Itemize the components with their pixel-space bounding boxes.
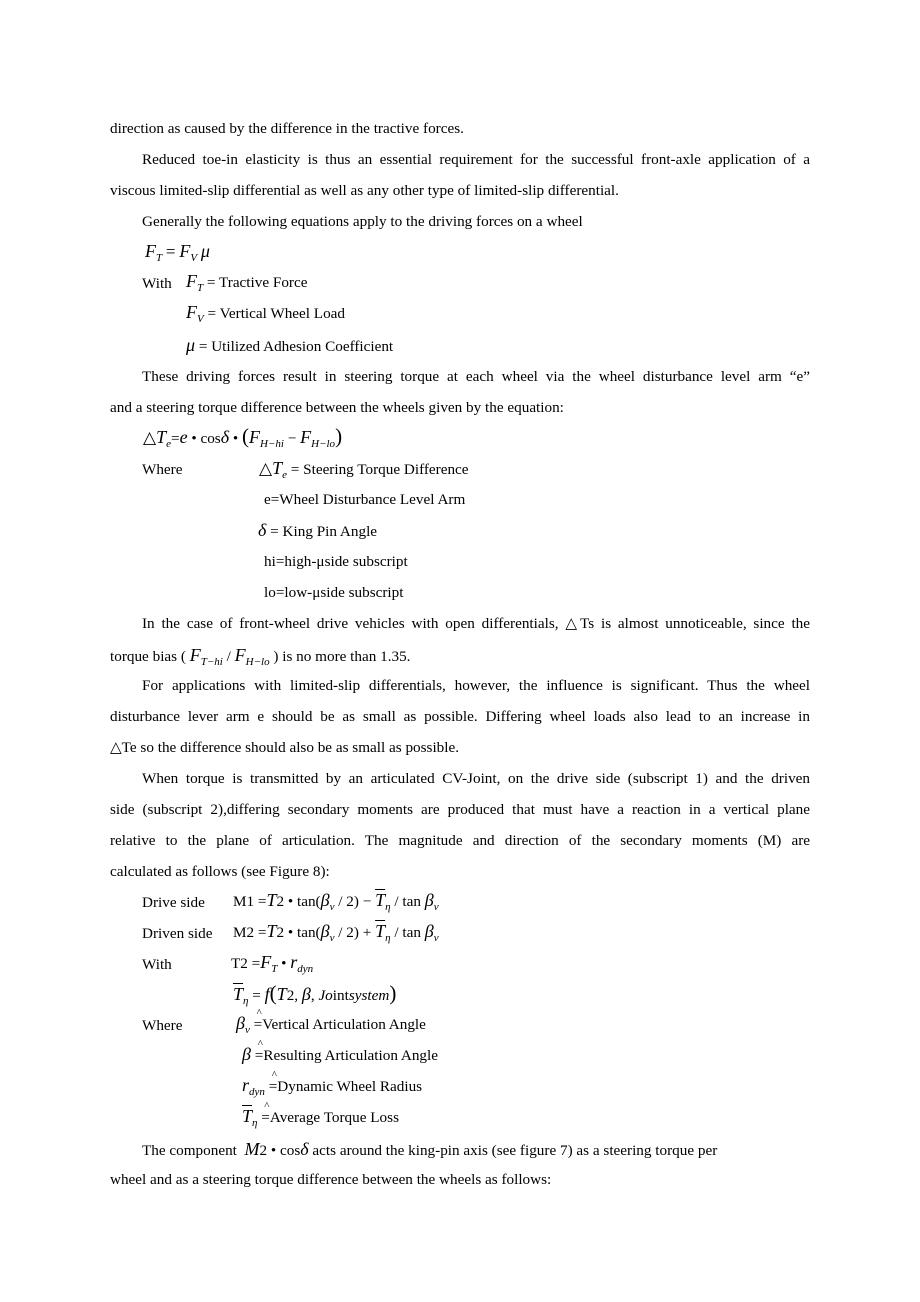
- equation-torque-loss: $\overline{T}_\eta = f(T2$, β, Jointsystem): [233, 981, 397, 1007]
- equation-drive-side: M1 =T2 • $\tan(\beta_v / 2) - \overline{T}_\eta / \tan \beta_v$: [233, 890, 439, 913]
- paragraph-line: viscous limited-slip differential as well as any other type of limited-slip differential.: [110, 182, 619, 199]
- paragraph-line: relative to the plane of articulation. The magnitude and direction of the secondary moments (M) are: [110, 832, 810, 849]
- definition-label: Where: [142, 1017, 183, 1034]
- paragraph-line: side (subscript 2),differing secondary moments are produced that must have a reaction in a vertical plane: [110, 801, 810, 818]
- definition-label: With: [142, 275, 172, 292]
- definition-label: Where: [142, 461, 183, 478]
- equation-steering-torque: $\triangle T_e=e$ • cosδ • $(F_{H-hi} - F_{H-lo})$: [143, 424, 343, 450]
- equation-t2: $T2 =F_T$ • $r_{dyn}$: [231, 952, 314, 975]
- definition-label: Driven side: [142, 925, 213, 942]
- definition-average-loss: $\overline{T}_\eta$ ^ =Average Torque Loss: [242, 1106, 399, 1133]
- definition-adhesion: μ = Utilized Adhesion Coefficient: [186, 335, 394, 355]
- paragraph-line: When torque is transmitted by an articulated CV-Joint, on the drive side (subscript 1) and the driven: [142, 770, 810, 787]
- paragraph-line: torque bias ( $F_{T-hi} / F_{H-lo}$ ) is no more than 1.35.: [110, 645, 411, 668]
- paragraph-line: △Te so the difference should also be as small as possible.: [110, 739, 460, 756]
- paragraph-line: Reduced toe-in elasticity is thus an essential requirement for the successful front-axle application of a: [142, 151, 810, 168]
- definition-vertical-load: $F_V$ = Vertical Wheel Load: [186, 302, 346, 325]
- paragraph-line: direction as caused by the difference in the tractive forces.: [110, 120, 464, 137]
- paragraph-line: calculated as follows (see Figure 8):: [110, 863, 330, 880]
- equation-traction: $F_T = F_V$ μ: [145, 241, 210, 264]
- definition-tractive-force: $F_T$ = Tractive Force: [186, 271, 308, 294]
- definition-resulting-angle: β ^ =Resulting Articulation Angle: [242, 1044, 438, 1066]
- definition-hi-subscript: hi=high-μside subscript: [264, 553, 408, 570]
- definition-lo-subscript: lo=low-μside subscript: [264, 584, 404, 601]
- definition-label: With: [142, 956, 172, 973]
- equation-driven-side: M2 =T2 • $\tan(\beta_v / 2) + \overline{T}_\eta / \tan \beta_v$: [233, 921, 439, 944]
- paragraph-line: These driving forces result in steering torque at each wheel via the wheel disturbance level arm “e”: [142, 368, 810, 385]
- definition-torque-difference: $\triangle T_e$ = Steering Torque Difference: [259, 458, 469, 481]
- paragraph-line: For applications with limited-slip differentials, however, the influence is significant. Thus the wheel: [142, 677, 810, 694]
- paragraph-line: Generally the following equations apply to the driving forces on a wheel: [142, 213, 583, 230]
- paragraph-line: In the case of front-wheel drive vehicles with open differentials, △Ts is almost unnoticeable, since the: [142, 615, 810, 632]
- definition-kingpin-angle: δ = King Pin Angle: [258, 520, 378, 540]
- definition-wheel-radius: $r_{dyn}$ ^ =Dynamic Wheel Radius: [242, 1075, 422, 1102]
- paragraph-line: The component M2 • cosδ acts around the king-pin axis (see figure 7) as a steering torque per: [142, 1139, 718, 1159]
- paragraph-line: disturbance lever arm e should be as small as possible. Differing wheel loads also lead to an increase in: [110, 708, 810, 725]
- definition-level-arm: e=Wheel Disturbance Level Arm: [264, 491, 466, 508]
- definition-label: Drive side: [142, 894, 205, 911]
- paragraph-line: wheel and as a steering torque difference between the wheels as follows:: [110, 1171, 552, 1188]
- paragraph-line: and a steering torque difference between the wheels given by the equation:: [110, 399, 564, 416]
- definition-vertical-angle: $\beta_v$ ^ =Vertical Articulation Angle: [236, 1013, 426, 1040]
